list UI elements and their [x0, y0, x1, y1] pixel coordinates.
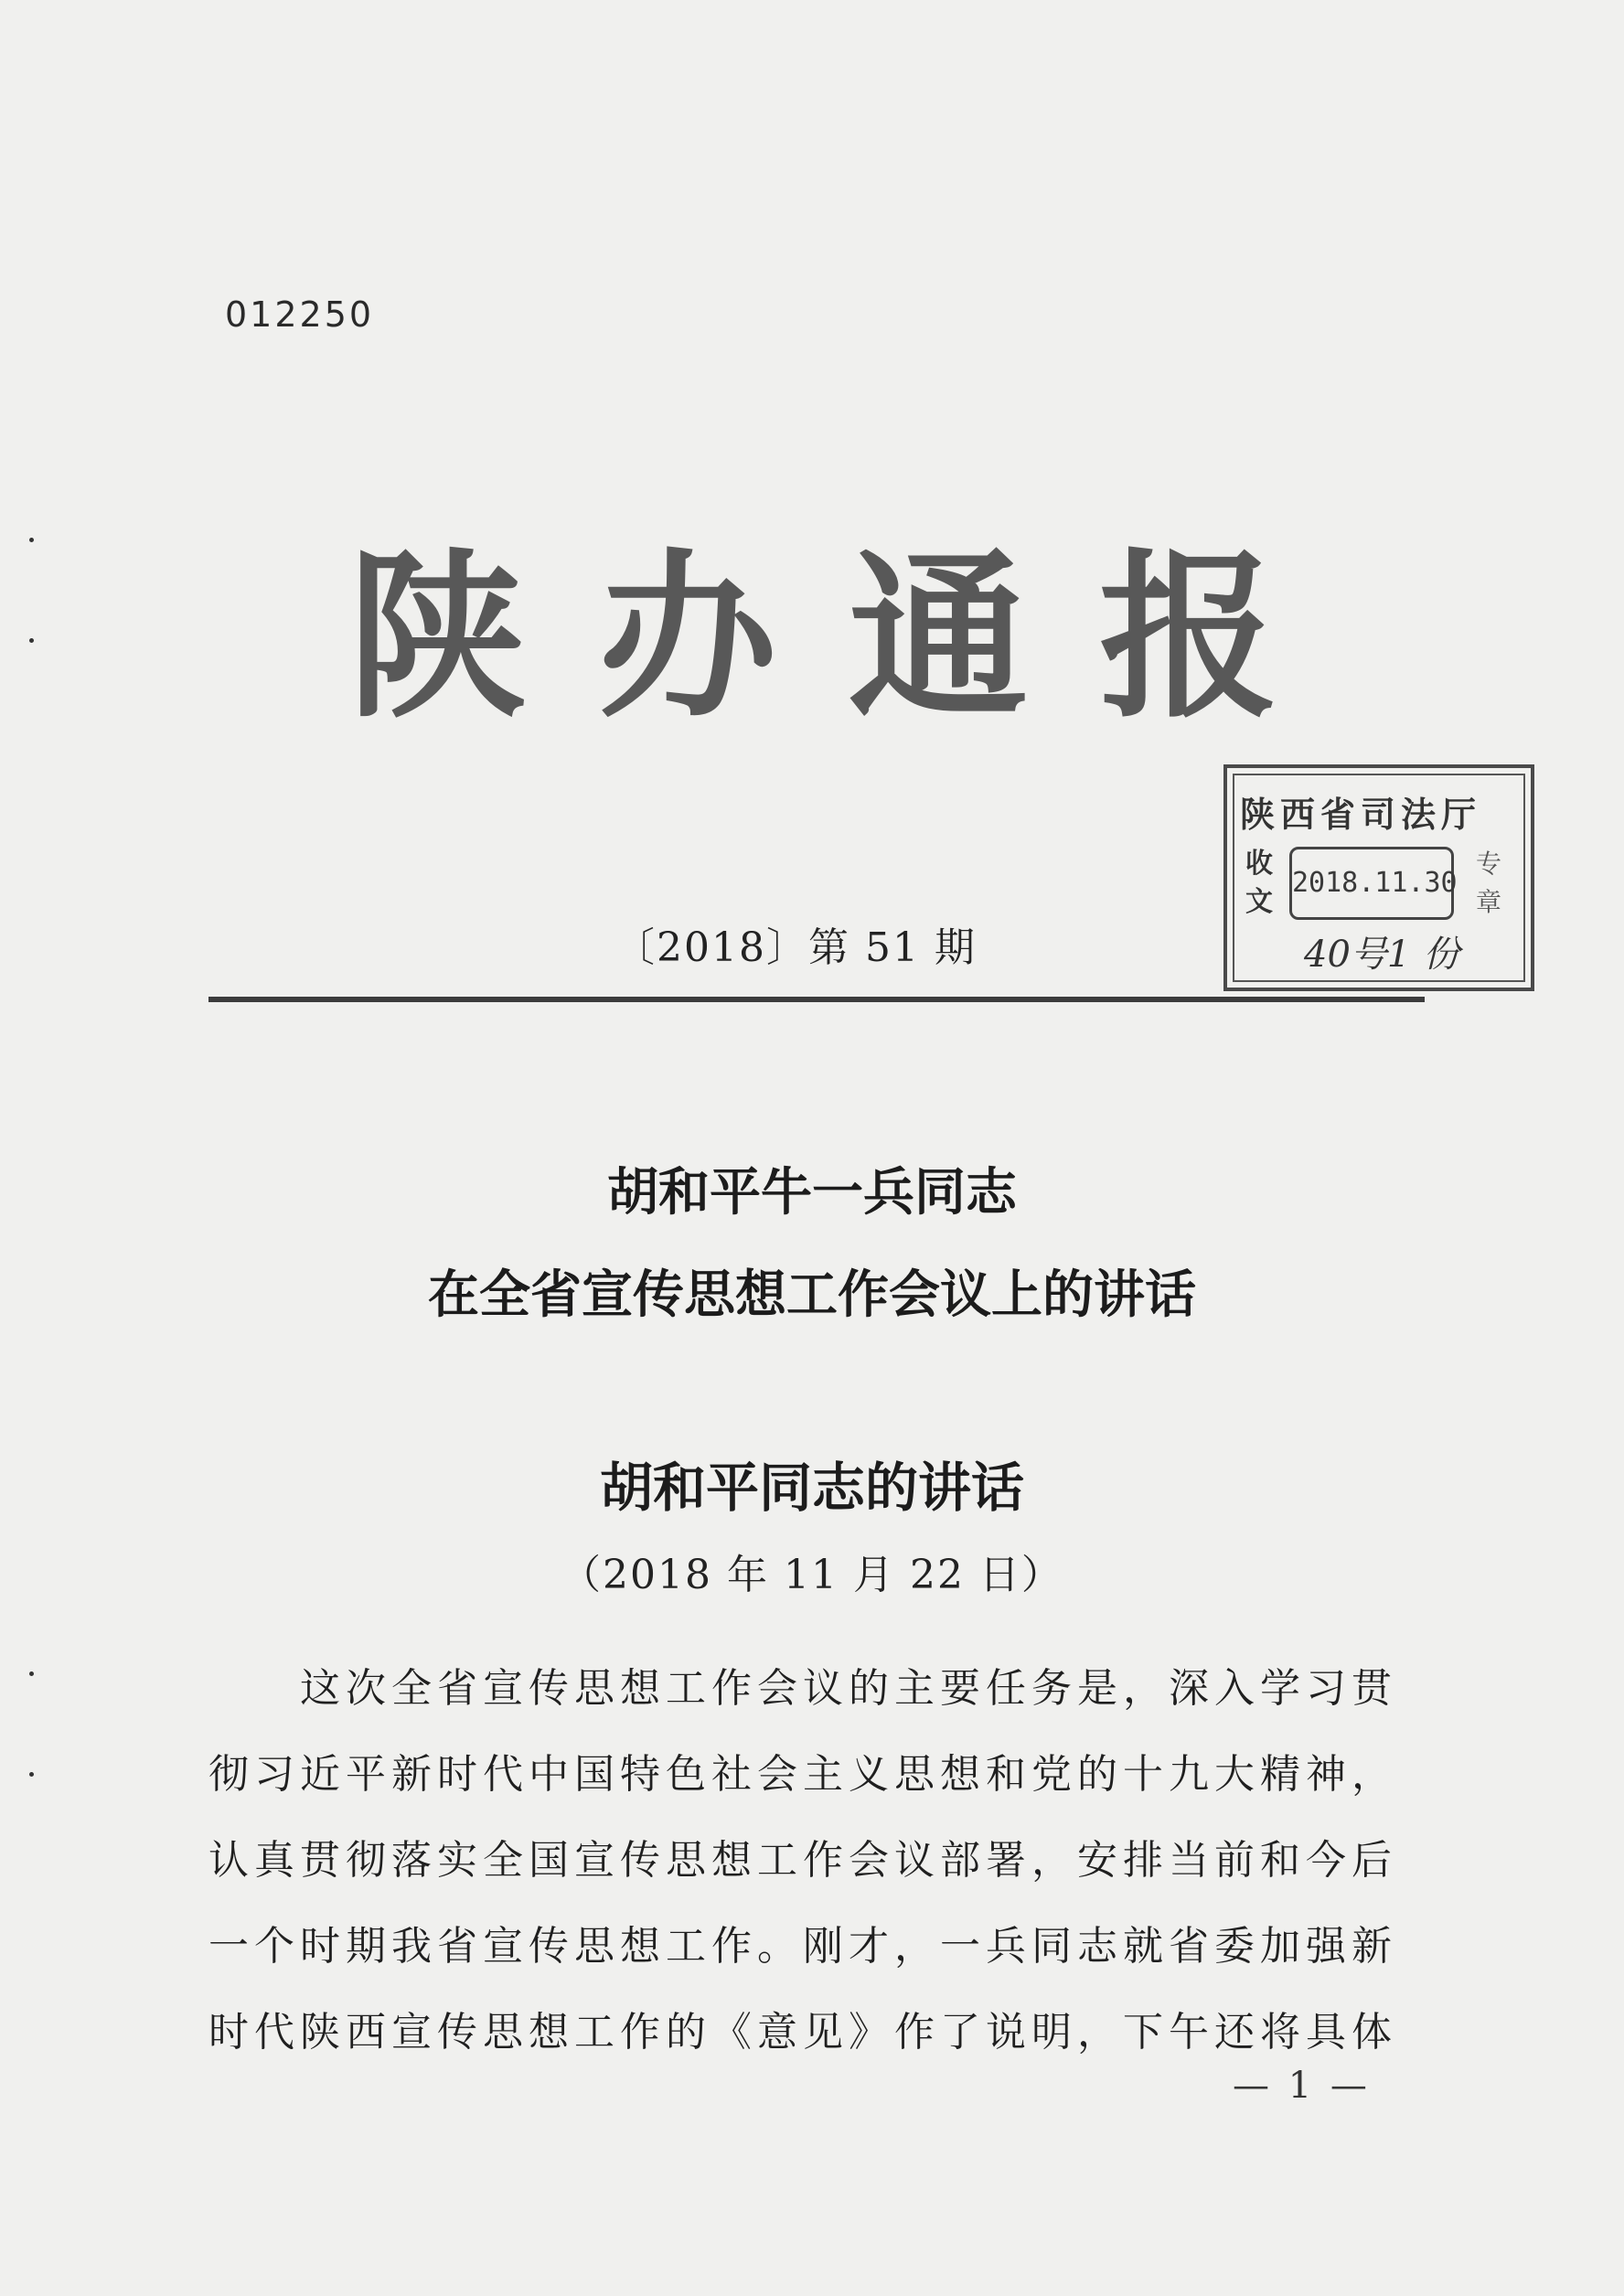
margin-mark	[29, 538, 34, 542]
document-serial-number: 012250	[225, 294, 375, 335]
margin-mark	[29, 638, 34, 643]
stamp-organization: 陕西省司法厅	[1240, 794, 1482, 835]
body-paragraph	[208, 1646, 1425, 2076]
stamp-doc-number: 40	[1304, 934, 1351, 976]
body-line: 时代陕西宣传思想工作的《意见》作了说明，下午还将具体	[208, 2009, 1397, 2056]
stamp-hao-label: 号	[1350, 934, 1387, 976]
stamp-date: 2018.11.30	[1289, 847, 1454, 920]
issue-number: 〔2018〕第 51 期	[614, 924, 977, 971]
receipt-stamp	[1223, 764, 1534, 991]
document-title-line-1: 胡和平牛一兵同志	[607, 1162, 1017, 1223]
stamp-fen-label: 份	[1423, 934, 1460, 976]
masthead-title: 陕办通报	[347, 534, 1351, 742]
body-line: 彻习近平新时代中国特色社会主义思想和党的十九大精神，	[208, 1751, 1397, 1798]
stamp-handwritten-number	[1304, 925, 1459, 977]
body-line: 认真贯彻落实全国宣传思想工作会议部署，安排当前和今后	[208, 1837, 1397, 1884]
margin-mark	[29, 1671, 34, 1676]
body-line: 一个时期我省宣传思想工作。刚才，一兵同志就省委加强新	[208, 1923, 1397, 1970]
stamp-copy-count: 1	[1386, 934, 1411, 976]
stamp-receipt-label: 收文	[1245, 848, 1273, 918]
document-title-line-2: 在全省宣传思想工作会议上的讲话	[428, 1265, 1196, 1325]
header-rule	[208, 997, 1425, 1002]
page-number: — 1 —	[1233, 2065, 1371, 2107]
body-line: 这次全省宣传思想工作会议的主要任务是，深入学习贯	[300, 1665, 1397, 1712]
speech-date: （2018 年 11 月 22 日）	[561, 1552, 1063, 1598]
margin-mark	[29, 1772, 34, 1777]
section-subtitle: 胡和平同志的讲话	[599, 1457, 1024, 1519]
stamp-category-label: 专章	[1476, 849, 1502, 917]
